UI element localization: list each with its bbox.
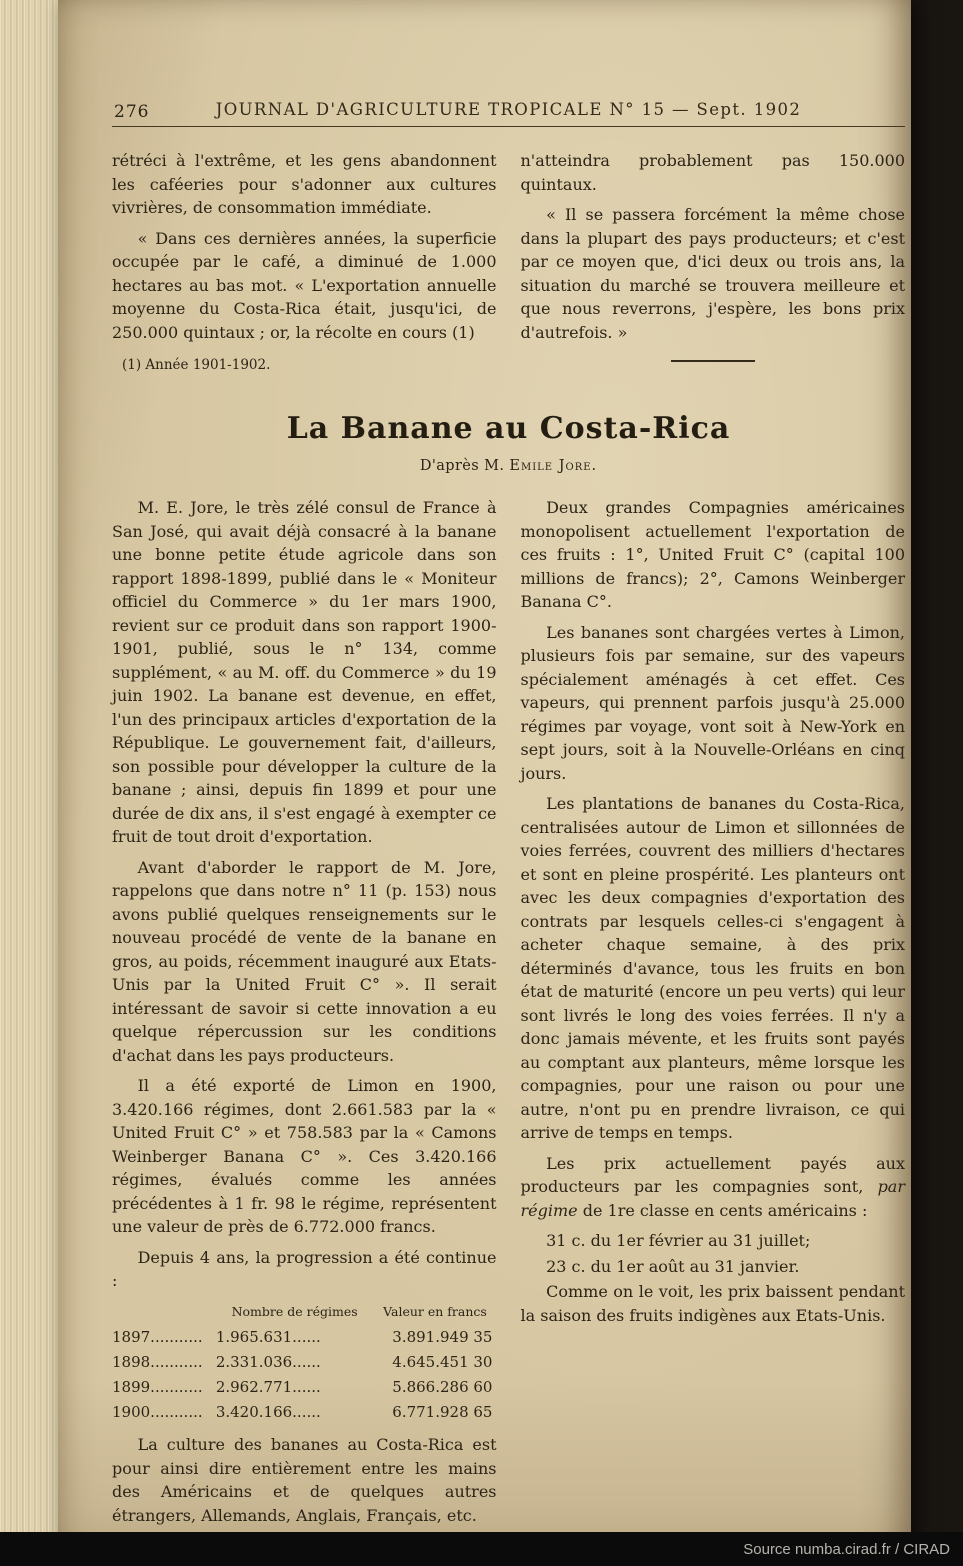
paper-page [58,0,911,1566]
pre-article-right-column [521,149,906,391]
cell-regimes: 2.331.036...... [215,1353,321,1371]
table-row [112,1375,497,1400]
cell-value: 4.645.451 30 [392,1353,493,1371]
table-row [112,1400,497,1425]
paragraph: Il a été exporté de Limon en 1900, 3.420.166 régimes, dont 2.661.583 par la « United Fruit C° » et 758.583 par la « Camons Weinberger Banana C° ». Ces 3.420.166 régimes, évalués comme les années précédentes à 1 fr. 98 le régime, représentent une valeur de près de 6.772.000 francs. [112,1076,497,1236]
byline-prefix: D'après M. [419,458,510,474]
cell-year: 1898........... [112,1353,203,1371]
table-intro: Depuis 4 ans, la progression a été continue : [112,1247,497,1290]
table-row [112,1325,497,1350]
table-header-value: Valeur en francs [383,1303,487,1319]
paragraph: Avant d'aborder le rapport de M. Jore, rappelons que dans notre n° 11 (p. 153) nous avons publié quelques renseignements sur le nouveau procédé de vente de la banane en gros, au poids, récemment inauguré aux Etats-Unis par la United Fruit C° ». Il serait intéressant de savoir si cette innovation a eu quelque répercussion sur les conditions d'achat dans les pays producteurs. [112,857,497,1065]
cell-regimes: 2.962.771...... [215,1378,321,1396]
cell-year: 1897........... [112,1328,203,1346]
paragraph: La culture des bananes au Costa-Rica est pour ainsi dire entièrement entre les mains des Américains et de quelques autres étrangers, Allemands, Anglais, Français, etc. [112,1435,497,1525]
cell-regimes: 3.420.166...... [215,1403,321,1421]
pre-article-section [112,149,905,391]
article-title: La Banane au Costa-Rica [286,411,731,446]
price-intro-pre: Les prix actuellement payés aux producteurs par les compagnies sont, [520,1153,905,1196]
byline-author: Emile Jore. [509,458,598,474]
cell-value: 3.891.949 35 [392,1328,493,1346]
table-header-row [112,1300,497,1324]
price-intro-emphasis: par régime [520,1177,905,1220]
price-line: 31 c. du 1er février au 31 juillet; [546,1231,811,1250]
price-intro-post: de 1re classe en cents américains : [577,1200,868,1220]
price-line: 23 c. du 1er août au 31 janvier. [546,1256,800,1276]
table-header-year [112,1300,216,1324]
journal-masthead: JOURNAL D'AGRICULTURE TROPICALE N° 15 — Sept. 1902 [215,100,802,119]
article-end-rule [671,360,755,362]
cell-value: 6.771.928 65 [392,1403,493,1421]
article-left-column [112,496,497,1534]
table-header-regimes: Nombre de régimes [231,1303,358,1319]
page-header [112,100,905,127]
article-body [112,496,905,1534]
page-content [58,0,911,1534]
table-row [112,1350,497,1375]
cell-value: 5.866.286 60 [392,1378,493,1396]
cell-regimes: 1.965.631...... [215,1328,321,1346]
footer-bar [0,1532,963,1566]
paragraph: « Dans ces dernières années, la superficie occupée par le café, a diminué de 1.000 hectares au bas mot. « L'exportation annuelle moyenne du Costa-Rica était, jusqu'ici, de 250.000 quintaux ; or, la récolte en cours (1) [112,228,497,342]
paragraph: Les plantations de bananes du Costa-Rica, centralisées autour de Limon et sillonnées de voies ferrées, couvrent des milliers d'hectares et sont en pleine prospérité. Les planteurs ont avec les deux compagnies d'exportation des contrats par lesquels celles-ci s'engagent à acheter chaque semaine, à des prix déterminés d'avance, tous les fruits en bon état de maturité (encore un peu verts) qui leur sont livrés le long des voies ferrées. Il n'y a donc jamais mévente, et les fruits sont payés au comptant aux planteurs, même lorsque les compagnies, pour une raison ou pour une autre, n'ont pu en prendre livraison, ce qui arrive de temps en temps. [520,794,905,1142]
cell-year: 1900........... [112,1403,203,1421]
paragraph: Comme on le voit, les prix baissent pendant la saison des fruits indigènes aux Etats-Unis. [520,1282,905,1325]
paragraph [521,1152,906,1223]
footnote: (1) Année 1901-1902. [122,357,271,373]
article-right-column [521,496,906,1534]
paragraph: Les bananes sont chargées vertes à Limon, plusieurs fois par semaine, sur des vapeurs spécialement aménagés à cet effet. Ces vapeurs, qui prennent parfois jusqu'à 25.000 régimes par voyage, vont soit à New-York en sept jours, soit à la Nouvelle-Orléans en cinq jours. [520,622,905,783]
source-attribution: Source numba.cirad.fr / CIRAD [743,1540,950,1558]
cell-year: 1899........... [112,1378,203,1396]
paragraph: Deux grandes Compagnies américaines monopolisent actuellement l'exportation de ces fruits : 1°, United Fruit C° (capital 100 millions de francs); 2°, Camons Weinberger Banana C°. [520,498,905,611]
pre-article-left-column [112,149,497,391]
paragraph: M. E. Jore, le très zélé consul de France à San José, qui avait déjà consacré à la banane une bonne petite étude agricole dans son rapport 1898-1899, publié dans le « Moniteur officiel du Commerce » du 1er mars 1900, revient sur ce produit dans son rapport 1900-1901, publié, sous le n° 134, comme supplément, « au M. off. du Commerce » du 19 juin 1902. La banane est devenue, en effet, l'un des principaux articles d'exportation de la République. Le gouvernement fait, d'ailleurs, son possible pour développer la culture de la banane ; ainsi, depuis fin 1899 et pour une durée de dix ans, il s'est engagé à exempter ce fruit de tout droit d'exportation. [112,498,497,846]
page-number: 276 [114,102,150,122]
article-byline [112,458,905,474]
export-table [112,1300,497,1426]
paragraph: « Il se passera forcément la même chose dans la plupart des pays producteurs; et c'est par ce moyen que, d'ici deux ou trois ans, la situation du marché se trouvera meilleure et que nous reverrons, j'espère, les bons prix d'autrefois. » [520,205,905,342]
paragraph: rétréci à l'extrême, et les gens abandonnent les caféeries pour s'adonner aux cultures vivrières, de consommation immédiate. [112,151,497,217]
paragraph: n'atteindra probablement pas 150.000 quintaux. [520,151,905,194]
